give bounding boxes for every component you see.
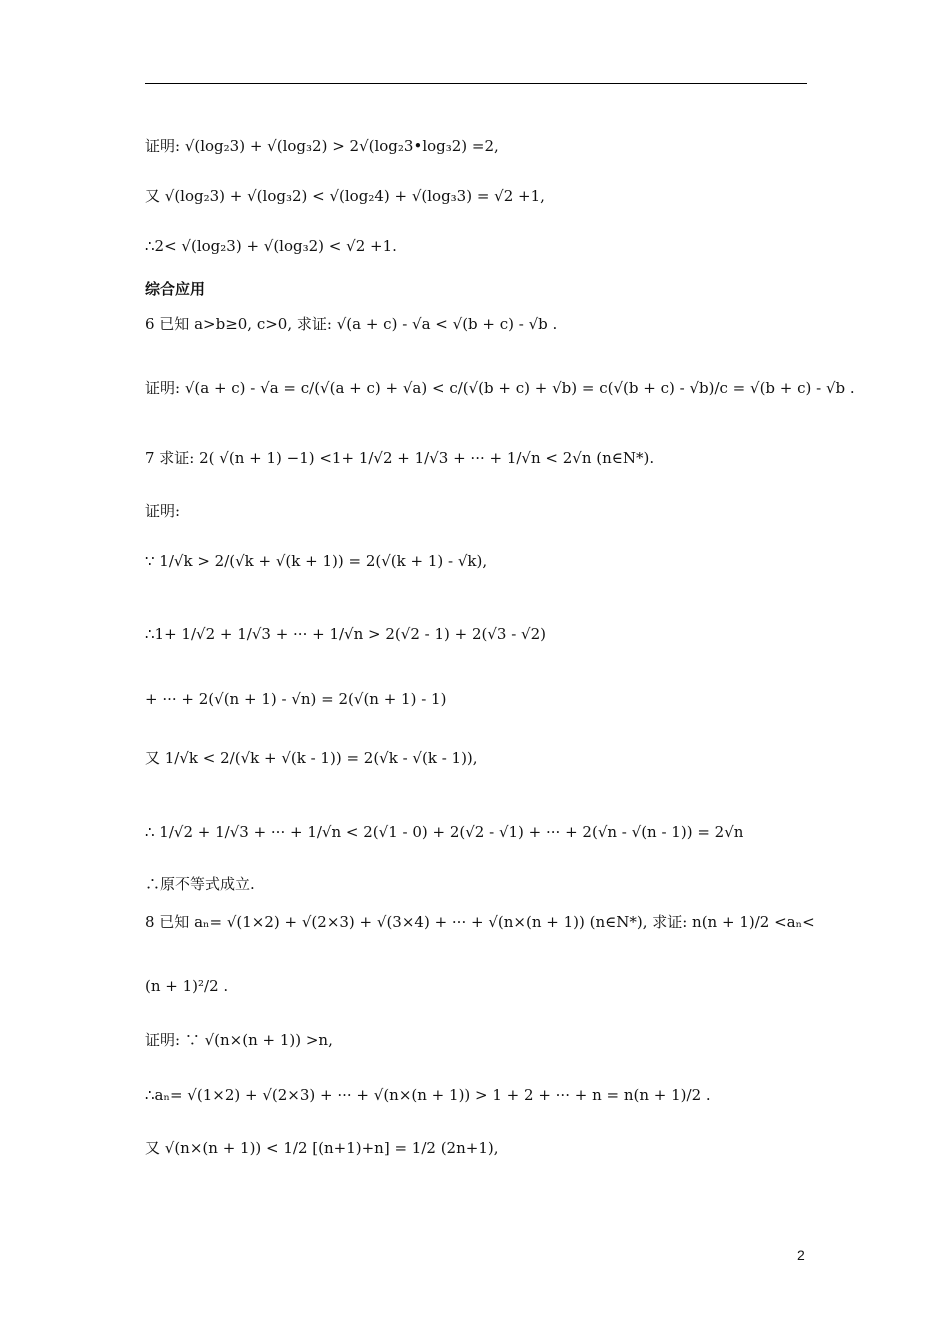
problem-6-proof: 证明: √(a + c) - √a = c/(√(a + c) + √a) < c/(√(b + c) + √b) = c(√(b + c) - √b)/c = √(b + c) - √b . [145, 379, 855, 397]
problem-8-proof-1: 证明: ∵ √(n×(n + 1)) >n, [145, 1031, 333, 1049]
problem-7-step-5: ∴ 1/√2 + 1/√3 + ··· + 1/√n < 2(√1 - 0) + 2(√2 - √1) + ··· + 2(√n - √(n - 1)) = 2√n [145, 823, 744, 841]
section-heading: 综合应用 [145, 280, 206, 298]
problem-7-step-4: 又 1/√k < 2/(√k + √(k - 1)) = 2(√k - √(k - 1)), [145, 749, 478, 767]
proof-line-2: 又 √(log₂3) + √(log₃2) < √(log₂4) + √(log₃3) = √2 +1, [145, 187, 545, 205]
problem-8-continued: (n + 1)²/2 . [145, 977, 229, 995]
problem-7-step-2: ∴1+ 1/√2 + 1/√3 + ··· + 1/√n > 2(√2 - 1) + 2(√3 - √2) [145, 625, 547, 643]
problem-7: 7 求证: 2( √(n + 1) −1) <1+ 1/√2 + 1/√3 + ··· + 1/√n < 2√n (n∈N*). [145, 449, 655, 467]
problem-8: 8 已知 aₙ= √(1×2) + √(2×3) + √(3×4) + ··· + √(n×(n + 1)) (n∈N*), 求证: n(n + 1)/2 <aₙ< [145, 913, 815, 931]
proof-line-1: 证明: √(log₂3) + √(log₃2) > 2√(log₂3•log₃2) =2, [145, 137, 499, 155]
problem-7-conclusion: ∴原不等式成立. [145, 875, 255, 893]
header-rule [145, 83, 807, 84]
problem-7-step-3: + ··· + 2(√(n + 1) - √n) = 2(√(n + 1) - 1) [145, 690, 447, 708]
proof-line-3: ∴2< √(log₂3) + √(log₃2) < √2 +1. [145, 237, 397, 255]
problem-6: 6 已知 a>b≥0, c>0, 求证: √(a + c) - √a < √(b + c) - √b . [145, 315, 558, 333]
problem-8-proof-3: 又 √(n×(n + 1)) < 1/2 [(n+1)+n] = 1/2 (2n+1), [145, 1139, 499, 1157]
problem-8-proof-2: ∴aₙ= √(1×2) + √(2×3) + ··· + √(n×(n + 1)) > 1 + 2 + ··· + n = n(n + 1)/2 . [145, 1086, 711, 1104]
problem-7-step-1: ∵ 1/√k > 2/(√k + √(k + 1)) = 2(√(k + 1) - √k), [145, 552, 488, 570]
problem-7-proof-label: 证明: [145, 502, 181, 520]
page-number: 2 [797, 1247, 805, 1263]
